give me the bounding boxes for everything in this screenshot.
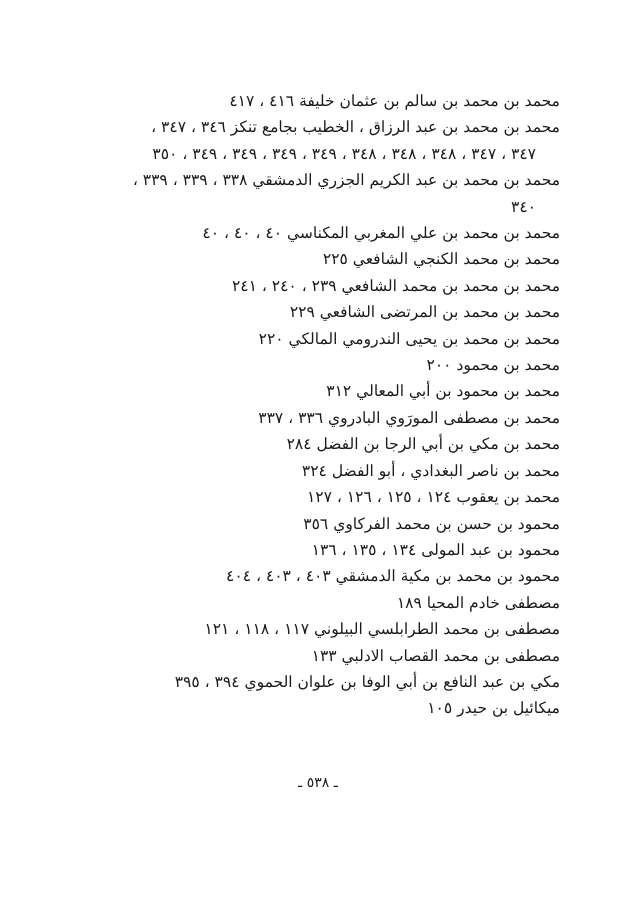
index-list: [100, 88, 560, 722]
entry-continuation: ٣٤٠: [511, 197, 536, 216]
index-entry: [100, 326, 560, 352]
entry-text: محمود بن حسن بن محمد الفركاوي ٣٥٦: [303, 514, 560, 533]
entry-text: محمد بن محمد الكنجي الشافعي ٢٢٥: [322, 250, 560, 269]
entry-text: محمد بن مكي بن أبي الرجا بن الفضل ٢٨٤: [286, 435, 560, 454]
entry-text: مكي بن عبد النافع بن أبي الوفا بن علوان الحموي ٣٩٤ ، ٣٩٥: [174, 672, 560, 691]
entry-text: محمد بن يعقوب ١٢٤ ، ١٢٥ ، ١٢٦ ، ١٢٧: [306, 488, 560, 507]
entry-text: محمد بن محمد بن سالم بن عثمان خليفة ٤١٦ ، ٤١٧: [229, 92, 560, 110]
entry-text: محمد بن محمد بن عبد الكريم الجزري الدمشقي ٣٣٨ ، ٣٣٩ ، ٣٣٩ ،: [132, 171, 560, 190]
index-entry: [100, 563, 560, 589]
entry-text: محمود بن عبد المولى ١٣٤ ، ١٣٥ ، ١٣٦: [311, 540, 560, 559]
index-entry: [100, 431, 560, 457]
index-entry: [100, 616, 560, 642]
index-entry: [100, 537, 560, 563]
entry-text: محمد بن محمد بن علي المغربي المكناسي ٤٠ ، ٤٠ ، ٤٠: [202, 224, 560, 243]
index-entry: [100, 220, 560, 246]
page-number: ـ ٥٣٨ ـ: [298, 775, 338, 791]
index-entry: [100, 246, 560, 272]
index-entry: [100, 484, 560, 510]
index-entry: [100, 511, 560, 537]
entry-continuation: ٣٤٧ ، ٣٤٧ ، ٣٤٨ ، ٣٤٨ ، ٣٤٨ ، ٣٤٩ ، ٣٤٩ ، ٣٤٩ ، ٣٤٩ ، ٣٥٠: [152, 144, 536, 163]
index-entry: [100, 114, 560, 167]
index-entry: [100, 352, 560, 378]
entry-text: ميكائيل بن حيدر ١٠٥: [427, 699, 560, 718]
index-entry: [100, 405, 560, 431]
index-entry: [100, 669, 560, 695]
entry-text: محمد بن محمد بن المرتضى الشافعي ٢٢٩: [289, 303, 560, 322]
entry-text: محمد بن ناصر البغدادي ، أبو الفضل ٣٢٤: [301, 461, 560, 480]
entry-text: محمد بن محمد بن عبد الرزاق ، الخطيب بجامع تنكز ٣٤٦ ، ٣٤٧ ،: [151, 118, 560, 137]
entry-text: محمد بن مصطفى المورَوي البادروي ٣٣٦ ، ٣٣٧: [258, 408, 560, 427]
index-entry: [100, 590, 560, 616]
entry-text: مصطفى بن محمد الطرابلسي البيلوني ١١٧ ، ١١٨ ، ١٢١: [204, 620, 560, 639]
index-entry: [100, 88, 560, 114]
entry-text: محمد بن محمد بن يحيى الندرومي المالكي ٢٢٠: [258, 329, 560, 348]
entry-text: محمد بن محمود بن أبي المعالي ٣١٢: [326, 382, 560, 401]
entry-text: محمد بن محمود ٢٠٠: [426, 356, 560, 375]
index-entry: [100, 167, 560, 220]
index-entry: [100, 458, 560, 484]
index-entry: [100, 273, 560, 299]
index-entry: [100, 378, 560, 404]
index-entry: [100, 299, 560, 325]
entry-text: مصطفى بن محمد القصاب الادلبي ١٣٣: [311, 646, 560, 665]
entry-text: مصطفى خادم المحيا ١٨٩: [396, 593, 560, 612]
entry-text: محمد بن محمد بن محمد الشافعي ٢٣٩ ، ٢٤٠ ، ٢٤١: [231, 276, 560, 295]
entry-text: محمود بن محمد بن مكية الدمشقي ٤٠٣ ، ٤٠٣ ، ٤٠٤: [226, 567, 560, 586]
index-entry: [100, 643, 560, 669]
index-entry: [100, 695, 560, 721]
